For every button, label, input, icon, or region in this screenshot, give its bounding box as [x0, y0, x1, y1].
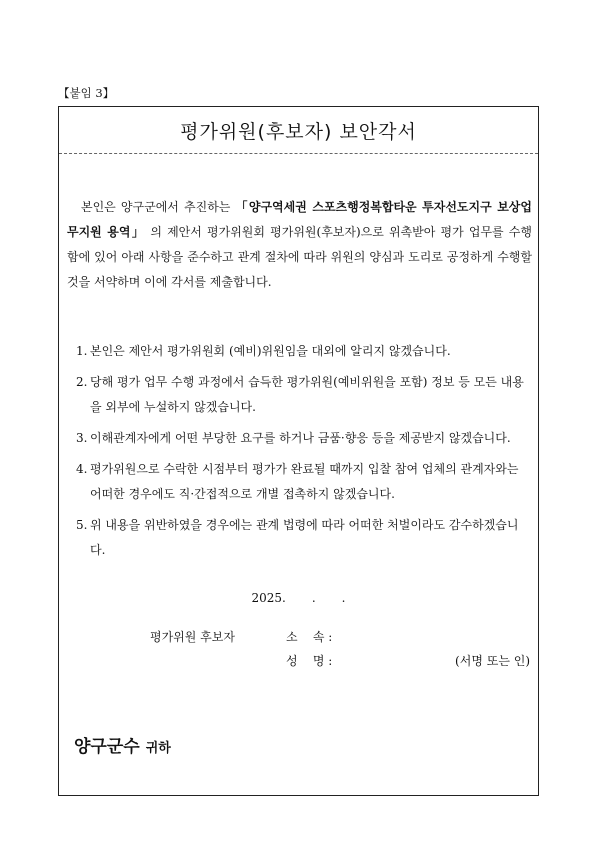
attachment-label: 【붙임 3】 [58, 86, 115, 100]
pledge-text: 이해관계자에게 어떤 부당한 요구를 하거나 금품·향응 등을 제공받지 않겠습니다. [90, 431, 511, 445]
pledge-text: 평가위원으로 수락한 시점부터 평가가 완료될 때까지 입찰 참여 업체의 관계자와는 어떠한 경우에도 직·간접적으로 개별 접촉하지 않겠습니다. [90, 462, 519, 501]
pledge-item [76, 370, 530, 420]
pledge-text: 당해 평가 업무 수행 과정에서 습득한 평가위원(예비위원을 포함) 정보 등 모든 내용을 외부에 누설하지 않겠습니다. [90, 375, 524, 414]
intro-after: 의 제안서 평가위원회 평가위원(후보자)으로 위촉받아 평가 업무를 수행 함에 있어 아래 사항을 준수하고 관계 절차에 따라 위원의 양심과 도리로 공정하게 수행할 것을 서약하며 이에 각서를 제출합니다. [67, 225, 532, 289]
addressee [74, 732, 171, 757]
date-year: 2025. [251, 591, 286, 605]
addressee-honorific: 귀하 [145, 741, 171, 756]
date-line [59, 591, 538, 605]
pledge-list [76, 339, 530, 569]
signer-role: 평가위원 후보자 [150, 630, 235, 644]
title-area [59, 107, 538, 154]
intro-paragraph [67, 195, 532, 295]
date-day-sep: . [341, 591, 346, 605]
pledge-number: 5. [76, 518, 88, 532]
pledge-number: 3. [76, 431, 88, 445]
pledge-item [76, 426, 530, 451]
pledge-text: 위 내용을 위반하였을 경우에는 관계 법령에 따라 어떠한 처벌이라도 감수하겠습니다. [90, 518, 519, 557]
pledge-item [76, 339, 530, 364]
seal-hint: (서명 또는 인) [455, 654, 530, 668]
pledge-item [76, 513, 530, 563]
addressee-org: 양구군수 [74, 737, 140, 757]
name-label: 성 명 : [286, 654, 333, 668]
affiliation-label: 소 속 : [286, 630, 333, 644]
pledge-number: 4. [76, 462, 88, 476]
pledge-text: 본인은 제안서 평가위원회 (예비)위원임을 대외에 알리지 않겠습니다. [90, 344, 451, 358]
pledge-number: 2. [76, 375, 88, 389]
page-title: 평가위원(후보자) 보안각서 [180, 120, 417, 143]
date-month-sep: . [311, 591, 316, 605]
intro-before: 본인은 양구군에서 추진하는 [81, 200, 236, 214]
document-frame [58, 106, 539, 796]
project-name: 「양구역세권 스포츠행정복합타운 투자선도지구 보상업무지원 용역」 [67, 200, 532, 239]
pledge-item [76, 457, 530, 507]
pledge-number: 1. [76, 344, 88, 358]
